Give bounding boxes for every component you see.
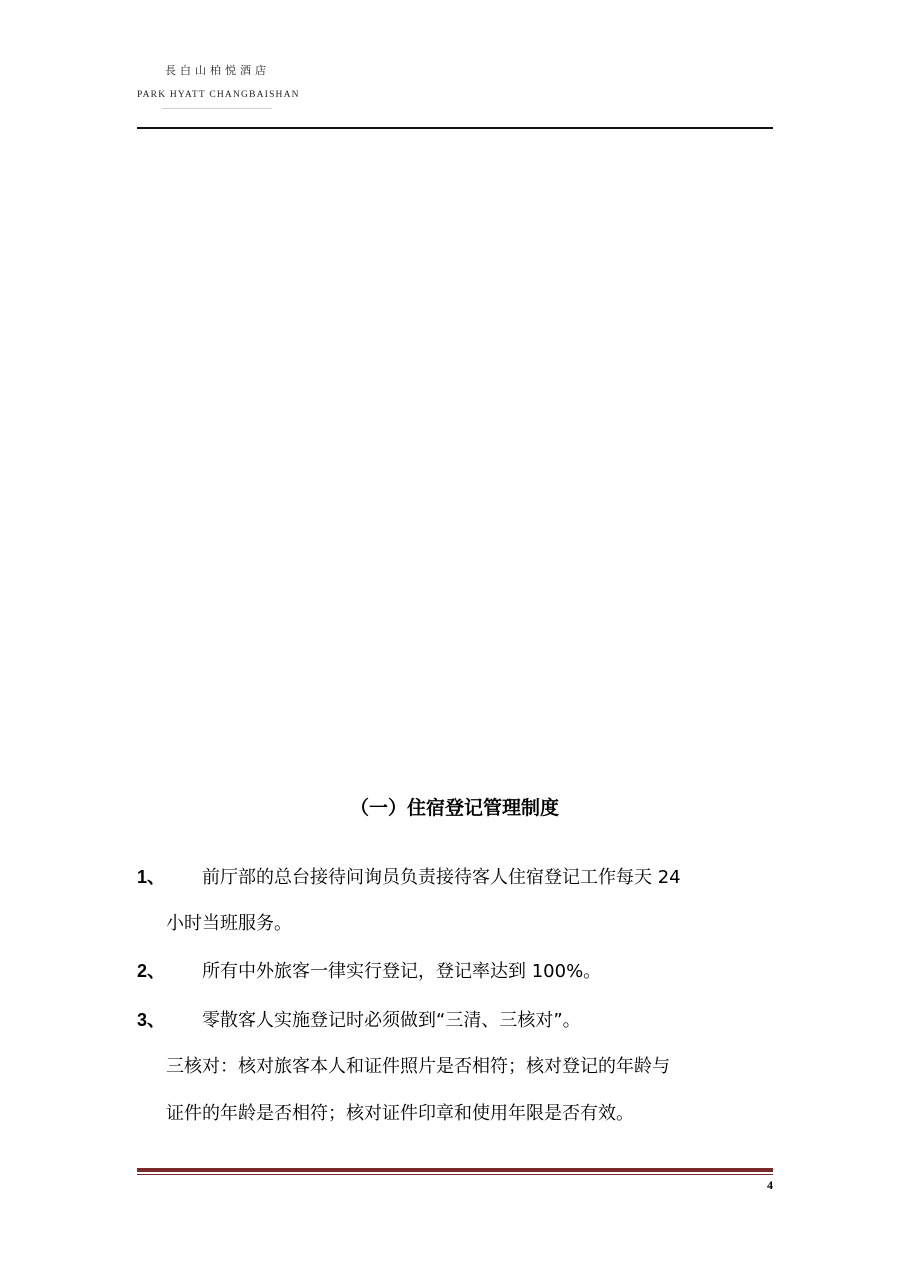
list-item-number: 1、	[137, 867, 166, 887]
hotel-logo-english: PARK HYATT CHANGBAISHAN	[137, 90, 300, 100]
footer-rule	[137, 1168, 773, 1172]
list-item-2	[137, 960, 601, 983]
list-item-3-detail-line-2: 证件的年龄是否相符；核对证件印章和使用年限是否有效。	[166, 1103, 634, 1124]
list-item-number: 2、	[137, 961, 166, 981]
list-item-text: 前厅部的总台接待问询员负责接待客人住宿登记工作每天 24	[202, 867, 681, 888]
list-item-3	[137, 1009, 581, 1032]
page-number: 4	[767, 1178, 773, 1192]
list-item-1	[137, 866, 681, 889]
section-title: （一）住宿登记管理制度	[349, 797, 559, 819]
list-item-1-continuation: 小时当班服务。	[166, 913, 292, 934]
logo-underline	[162, 108, 272, 109]
hotel-logo-chinese: 長白山柏悦酒店	[165, 64, 270, 77]
list-item-3-detail-line-1: 三核对：核对旅客本人和证件照片是否相符；核对登记的年龄与	[166, 1056, 670, 1077]
list-item-text: 零散客人实施登记时必须做到“三清、三核对”。	[202, 1010, 581, 1031]
list-item-text: 所有中外旅客一律实行登记，登记率达到 100%。	[202, 961, 602, 982]
header-rule	[137, 127, 773, 129]
footer-rule-thin	[137, 1174, 773, 1175]
list-item-number: 3、	[137, 1010, 166, 1030]
